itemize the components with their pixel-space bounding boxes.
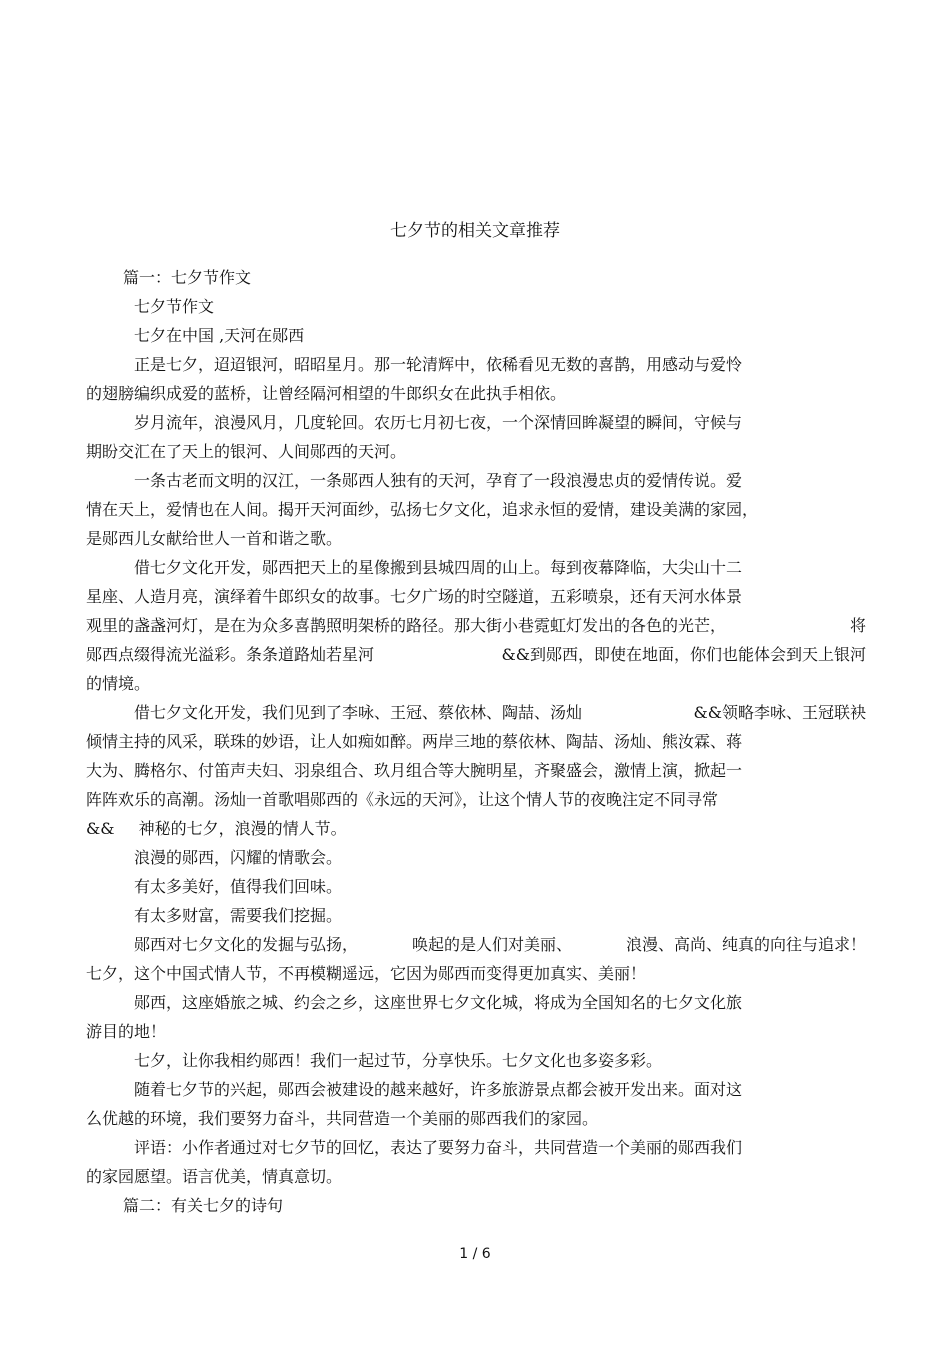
poem-line: 有太多财富，需要我们挖掘。 — [134, 906, 343, 925]
paragraph-line: 郧西，这座婚旅之城、约会之乡，这座世界七夕文化城，将成为全国知名的七夕文化旅 — [134, 993, 743, 1012]
section-heading-1: 篇一：七夕节作文 — [123, 268, 252, 287]
document-title: 七夕节的相关文章推荐 — [390, 221, 560, 241]
paragraph-line: 七夕，这个中国式情人节，不再模糊遥远，它因为郧西而变得更加真实、美丽！ — [86, 964, 647, 983]
essay-subtitle: 七夕在中国 ,天河在郧西 — [134, 326, 305, 345]
comment-line: 的家园愿望。语言优美，情真意切。 — [86, 1167, 343, 1186]
paragraph-line: 是郧西儿女献给世人一首和谐之歌。 — [86, 529, 343, 548]
section-heading-2: 篇二：有关七夕的诗句 — [123, 1196, 284, 1215]
document-body — [86, 263, 866, 1220]
paragraph-segment: &&领略李咏、王冠联袂 — [693, 703, 866, 722]
paragraph-line: 岁月流年，浪漫风月，几度轮回。农历七月初七夜，一个深情回眸凝望的瞬间，守候与 — [134, 413, 743, 432]
paragraph-line — [86, 930, 866, 959]
poem-line: 浪漫的郧西，闪耀的情歌会。 — [134, 848, 343, 867]
paragraph-segment: 唤起的是人们对美丽、 — [411, 935, 572, 954]
comment-line: 评语：小作者通过对七夕节的回忆，表达了要努力奋斗，共同营造一个美丽的郧西我们 — [134, 1138, 743, 1157]
paragraph-segment: 郧西对七夕文化的发掘与弘扬， — [134, 935, 359, 954]
paragraph-line: 倾情主持的风采，联珠的妙语，让人如痴如醉。两岸三地的蔡依林、陶喆、汤灿、熊汝霖、蒋 — [86, 732, 743, 751]
paragraph-line: 么优越的环境，我们要努力奋斗，共同营造一个美丽的郧西我们的家园。 — [86, 1109, 599, 1128]
paragraph-line: 一条古老而文明的汉江，一条郧西人独有的天河，孕育了一段浪漫忠贞的爱情传说。爱 — [134, 471, 743, 490]
paragraph-line: 正是七夕，迢迢银河，昭昭星月。那一轮清辉中，依稀看见无数的喜鹊，用感动与爱怜 — [134, 355, 743, 374]
paragraph-line: 借七夕文化开发，郧西把天上的星像搬到县城四周的山上。每到夜幕降临，大尖山十二 — [134, 558, 743, 577]
paragraph-segment: &&到郧西，即使在地面，你们也能体会到天上银河 — [501, 645, 866, 664]
paragraph-line: 游目的地！ — [86, 1022, 167, 1041]
paragraph-line — [86, 814, 866, 843]
paragraph-segment: 浪漫、高尚、纯真的向往与追求！ — [625, 935, 866, 954]
paragraph-line: 阵阵欢乐的高潮。汤灿一首歌唱郧西的《永远的天河》，让这个情人节的夜晚注定不同寻常 — [86, 790, 719, 809]
paragraph-line: 情在天上，爱情也在人间。揭开天河面纱，弘扬七夕文化，追求永恒的爱情，建设美满的家园， — [86, 500, 759, 519]
essay-title: 七夕节作文 — [134, 297, 215, 316]
paragraph-line: 七夕，让你我相约郧西！我们一起过节，分享快乐。七夕文化也多姿多彩。 — [134, 1051, 663, 1070]
paragraph-segment: 神秘的七夕，浪漫的情人节。 — [138, 819, 347, 838]
paragraph-line: 大为、腾格尔、付笛声夫妇、羽泉组合、玖月组合等大腕明星，齐聚盛会，激情上演，掀起一 — [86, 761, 743, 780]
paragraph-line: 期盼交汇在了天上的银河、人间郧西的天河。 — [86, 442, 407, 461]
paragraph-segment: && — [86, 819, 115, 838]
paragraph-segment: 将 — [849, 616, 866, 635]
page-number: 1 / 6 — [459, 1246, 491, 1262]
paragraph-line: 星座、人造月亮，演绎着牛郎织女的故事。七夕广场的时空隧道，五彩喷泉，还有天河水体景 — [86, 587, 743, 606]
paragraph-segment: 郧西点缀得流光溢彩。条条道路灿若星河 — [86, 645, 375, 664]
paragraph-segment: 观里的盏盏河灯，是在为众多喜鹊照明架桥的路径。那大街小巷霓虹灯发出的各色的光芒， — [86, 616, 727, 635]
paragraph-segment: 借七夕文化开发，我们见到了李咏、王冠、蔡依林、陶喆、汤灿 — [134, 703, 583, 722]
paragraph-line — [86, 611, 866, 640]
paragraph-line: 的翅膀编织成爱的蓝桥，让曾经隔河相望的牛郎织女在此执手相依。 — [86, 384, 567, 403]
paragraph-line — [86, 698, 866, 727]
paragraph-line: 随着七夕节的兴起，郧西会被建设的越来越好，许多旅游景点都会被开发出来。面对这 — [134, 1080, 743, 1099]
paragraph-line: 的情境。 — [86, 674, 151, 693]
poem-line: 有太多美好，值得我们回味。 — [134, 877, 343, 896]
paragraph-line — [86, 640, 866, 669]
